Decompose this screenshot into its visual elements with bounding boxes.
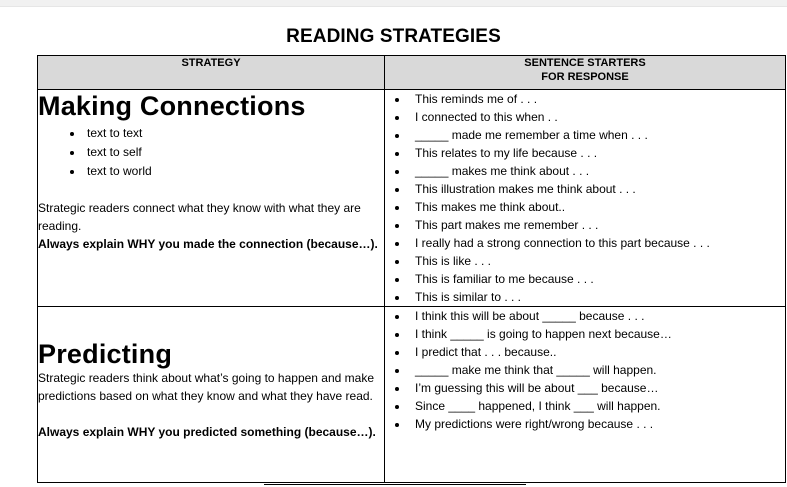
list-item: • text to self: [84, 143, 384, 162]
header-row: [38, 56, 786, 90]
list-item: • I connected to this when . .: [409, 108, 785, 126]
strategy-cell-predicting: [38, 307, 385, 483]
strategy-description: Strategic readers think about what’s going to happen and make predictions based on what they know and what they have read.: [38, 371, 374, 403]
strategy-header-label: STRATEGY: [181, 57, 241, 69]
page-title: READING STRATEGIES: [286, 26, 501, 47]
strategy-emphasis: Always explain WHY you predicted something (because…).: [38, 425, 376, 439]
row-predicting: [38, 307, 786, 483]
list-item: • _____ make me think that _____ will happen.: [409, 361, 785, 379]
list-item: • I think _____ is going to happen next because…: [409, 325, 785, 343]
strategy-cell-connections: [38, 90, 385, 307]
list-item: • This is like . . .: [409, 252, 785, 270]
strategy-name: Predicting: [38, 339, 173, 369]
list-item: • I’m guessing this will be about ___ because…: [409, 379, 785, 397]
list-item: • text to world: [84, 162, 384, 181]
list-item: • This relates to my life because . . .: [409, 144, 785, 162]
strategies-table: [37, 55, 786, 483]
list-item: • This reminds me of . . .: [409, 90, 785, 108]
list-item: • This makes me think about..: [409, 198, 785, 216]
list-item: • This is familiar to me because . . .: [409, 270, 785, 288]
strategy-emphasis: Always explain WHY you made the connection (because…).: [38, 237, 378, 251]
starters-cell-connections: [385, 90, 786, 307]
connection-types-list: [38, 124, 384, 181]
starters-header-line2: FOR RESPONSE: [541, 71, 629, 83]
list-item: • text to text: [84, 124, 384, 143]
list-item: • This illustration makes me think about . . .: [409, 180, 785, 198]
starters-header-line1: SENTENCE STARTERS: [524, 57, 646, 69]
list-item: • This is similar to . . .: [409, 288, 785, 306]
list-item: • This part makes me remember . . .: [409, 216, 785, 234]
bottom-rule: [264, 484, 526, 485]
strategy-header: [38, 56, 385, 90]
list-item: • My predictions were right/wrong because . . .: [409, 415, 785, 433]
strategy-name: Making Connections: [38, 91, 306, 121]
starters-list: [385, 307, 785, 433]
list-item: • I think this will be about _____ because . . .: [409, 307, 785, 325]
list-item: • I really had a strong connection to this part because . . .: [409, 234, 785, 252]
row-making-connections: [38, 90, 786, 307]
strategy-description: Strategic readers connect what they know with what they are reading.: [38, 201, 361, 233]
list-item: • _____ makes me think about . . .: [409, 162, 785, 180]
starters-list: [385, 90, 785, 306]
list-item: • Since ____ happened, I think ___ will happen.: [409, 397, 785, 415]
top-band: [0, 0, 787, 7]
starters-cell-predicting: [385, 307, 786, 483]
list-item: • I predict that . . . because..: [409, 343, 785, 361]
list-item: • _____ made me remember a time when . . .: [409, 126, 785, 144]
starters-header: [385, 56, 786, 90]
